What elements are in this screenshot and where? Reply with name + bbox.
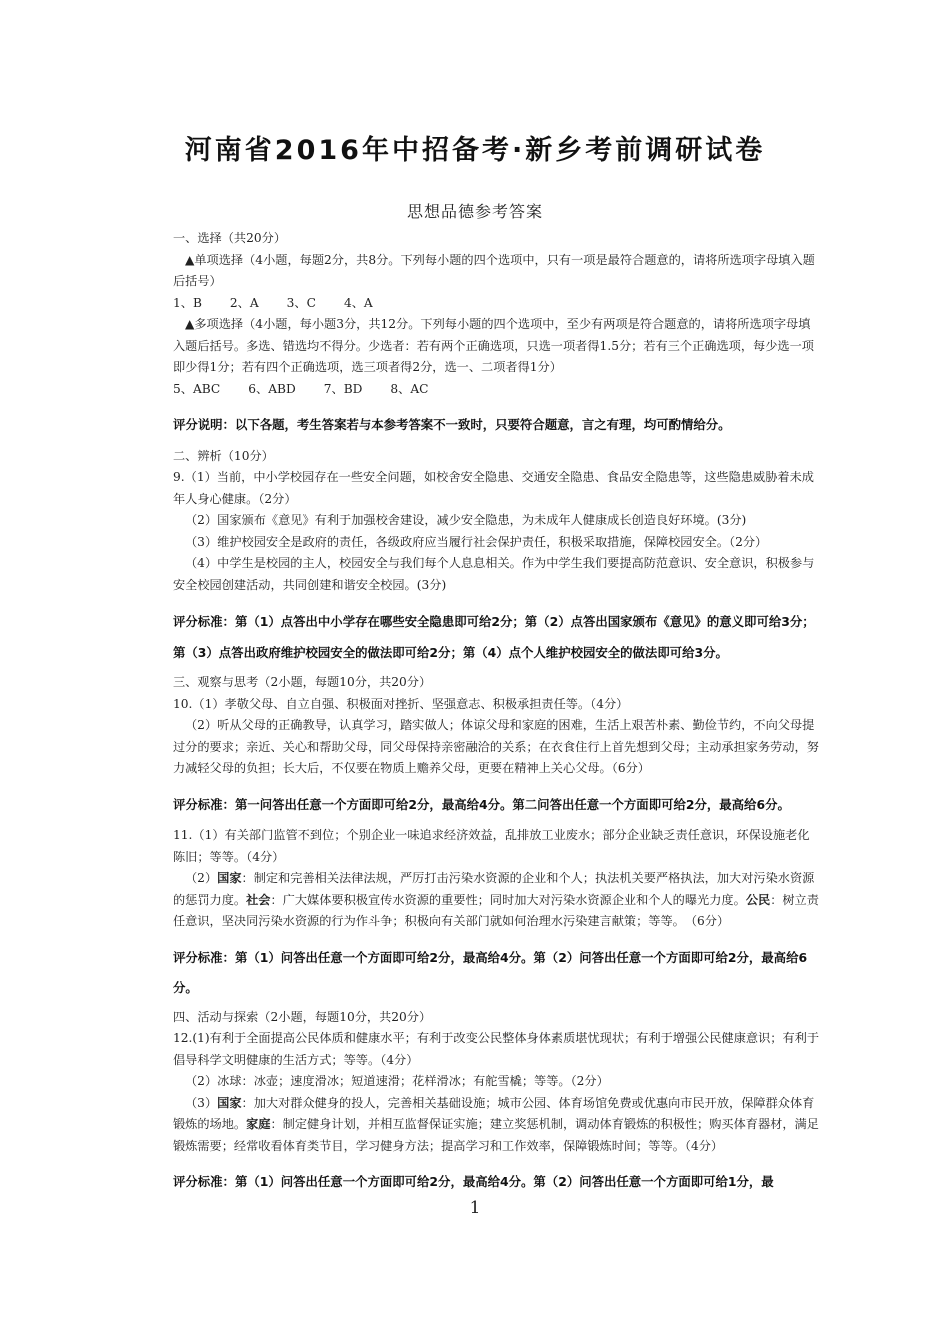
answer-1: 1、B (173, 295, 202, 310)
q10-part-1: 10.（1）孝敬父母、自立自强、积极面对挫折、坚强意志、积极承担责任等。（4分） (173, 696, 629, 711)
q9-point-1: 9.（1）当前，中小学校园存在一些安全问题，如校舍安全隐患、交通安全隐患、食品安全隐患等，这些隐患威胁着未成年人身心健康。（2分） (173, 470, 814, 506)
section-3-title: 三、观察与思考（2小题，每题10分，共20分） (173, 675, 432, 689)
section-4-title: 四、活动与探索（2小题，每题10分，共20分） (173, 1009, 432, 1024)
q12-label-state: 国家 (217, 1095, 242, 1110)
answer-4: 4、A (343, 295, 373, 310)
single-choice-answers (173, 293, 820, 315)
page-number: 1 (469, 1198, 481, 1218)
q12-family-text: ：制定健身计划，并相互监督保证实施；建立奖惩机制，调动体育锻炼的积极性；购买体育器材，满足锻炼需要；经常收看体育类节目，学习健身方法；提高学习和工作效率，保障锻炼时间；等等。（4分） (173, 1117, 819, 1153)
q11-society-text: ：广大媒体要积极宣传水资源的重要性；同时加大对污染水资源企业和个人的曝光力度。 (270, 892, 746, 907)
q12-state-text: ：加大对群众健身的投人，完善相关基础设施；城市公园、体育场馆免费或优惠向市民开放，保障群众体育锻炼的场地。 (173, 1095, 815, 1131)
q11-state-text: ：制定和完善相关法律法规，严厉打击污染水资源的企业和个人；执法机关要严格执法，加大对污染水资源的惩罚力度。 (173, 871, 815, 907)
q10-part-2: （2）听从父母的正确教导，认真学习，踏实做人；体谅父母和家庭的困难，生活上艰苦朴素、勤俭节约，不向父母提过分的要求；亲近、关心和帮助父母，同父母保持亲密融洽的关系；在衣食住行上首先想到父母；主动承担家务劳动，努力减轻父母的负担；长大后，不仅要在物质上赡养父母，更要在精神上关心父母。（6分） (173, 718, 819, 775)
answer-2: 2、A (229, 295, 259, 310)
q11-scoring: 评分标准：第（1）问答出任意一个方面即可给2分，最高给4分。第（2）问答出任意一个方面即可给2分，最高给6分。 (173, 949, 808, 995)
answer-3: 3、C (286, 295, 316, 310)
q9-scoring: 评分标准：第（1）点答出中小学存在哪些安全隐患即可给2分；第（2）点答出国家颁布《意见》的意义即可给3分；第（3）点答出政府维护校园安全的做法即可给2分；第（4）点个人维护校园安全的做法即可给3分。 (173, 614, 815, 660)
single-choice-intro: ▲单项选择（4小题，每题2分，共8分。下列每小题的四个选项中，只有一项是最符合题意的，请将所选项字母填入题后括号） (173, 252, 815, 288)
q11-label-citizen: 公民 (745, 892, 771, 907)
multi-choice-answers (173, 379, 820, 401)
q12-scoring: 评分标准：第（1）问答出任意一个方面即可给2分，最高给4分。第（2）问答出任意一个方面即可给1分，最 (173, 1174, 774, 1189)
q9-point-4: （4）中学生是校园的主人，校园安全与我们每个人息息相关。作为中学生我们要提高防范意识、安全意识，积极参与安全校园创建活动，共同创建和谐安全校园。(3分) (173, 556, 815, 592)
q10-scoring: 评分标准：第一问答出任意一个方面即可给2分，最高给4分。第二问答出任意一个方面即可给2分，最高给6分。 (173, 796, 790, 812)
q11-label-society: 社会 (246, 892, 271, 907)
q9-point-2: （2）国家颁布《意见》有利于加强校舍建设，减少安全隐患，为未成年人健康成长创造良好环境。(3分) (185, 513, 747, 527)
q11-part-2-number: （2） (185, 871, 218, 885)
q11-part-2 (173, 868, 820, 933)
q11-citizen-text: ：树立责任意识，坚决同污染水资源的行为作斗争；积极向有关部门就如何治理水污染建言献策；等等。 （6分） (173, 892, 819, 928)
q12-part-3-number: （3） (185, 1095, 218, 1110)
q9-point-3: （3）维护校园安全是政府的责任，各级政府应当履行社会保护责任，积极采取措施，保障校园安全。（2分） (185, 534, 768, 549)
page-title: 河南省2016年中招备考·新乡考前调研试卷 (184, 135, 766, 166)
answer-8: 8、AC (390, 381, 429, 396)
q12-label-family: 家庭 (246, 1117, 271, 1131)
q12-part-2: （2）冰球：冰壶；速度滑冰；短道速滑；花样滑冰；有舵雪橇；等等。（2分） (185, 1074, 609, 1088)
section-2-title: 二、辨析（10分） (173, 448, 274, 463)
answer-7: 7、BD (323, 381, 363, 396)
section-1-title: 一、选择（共20分） (173, 231, 287, 245)
answer-content (173, 228, 820, 1203)
multi-choice-intro: ▲多项选择（4小题，每小题3分，共12分。下列每小题的四个选项中，至少有两项是符合题意的，请将所选项字母填入题后括号。多选、错选均不得分。少选者：若有两个正确选项，只选一项者得1.5分；若有三个正确选项，每少选一项即少得1分；若有四个正确选项，选三项者得2分，选一、二项者得1分） (173, 317, 814, 374)
q12-part-1: 12.(1)有利于全面提高公民体质和健康水平；有利于改变公民整体身体素质堪忧现状；有利于增强公民健康意识；有利于倡导科学文明健康的生活方式；等等。（4分） (173, 1031, 820, 1067)
q12-part-3 (173, 1093, 820, 1158)
answer-5: 5、ABC (173, 381, 221, 396)
page-subtitle: 思想品德参考答案 (406, 202, 543, 221)
q11-label-state: 国家 (217, 871, 242, 885)
scoring-note: 评分说明：以下各题，考生答案若与本参考答案不一致时，只要符合题意，言之有理，均可酌情给分。 (173, 417, 731, 432)
q11-part-1: 11.（1）有关部门监管不到位；个别企业一味追求经济效益，乱排放工业废水；部分企业缺乏责任意识，环保设施老化陈旧；等等。（4分） (173, 828, 810, 864)
answer-6: 6、ABD (248, 381, 296, 396)
